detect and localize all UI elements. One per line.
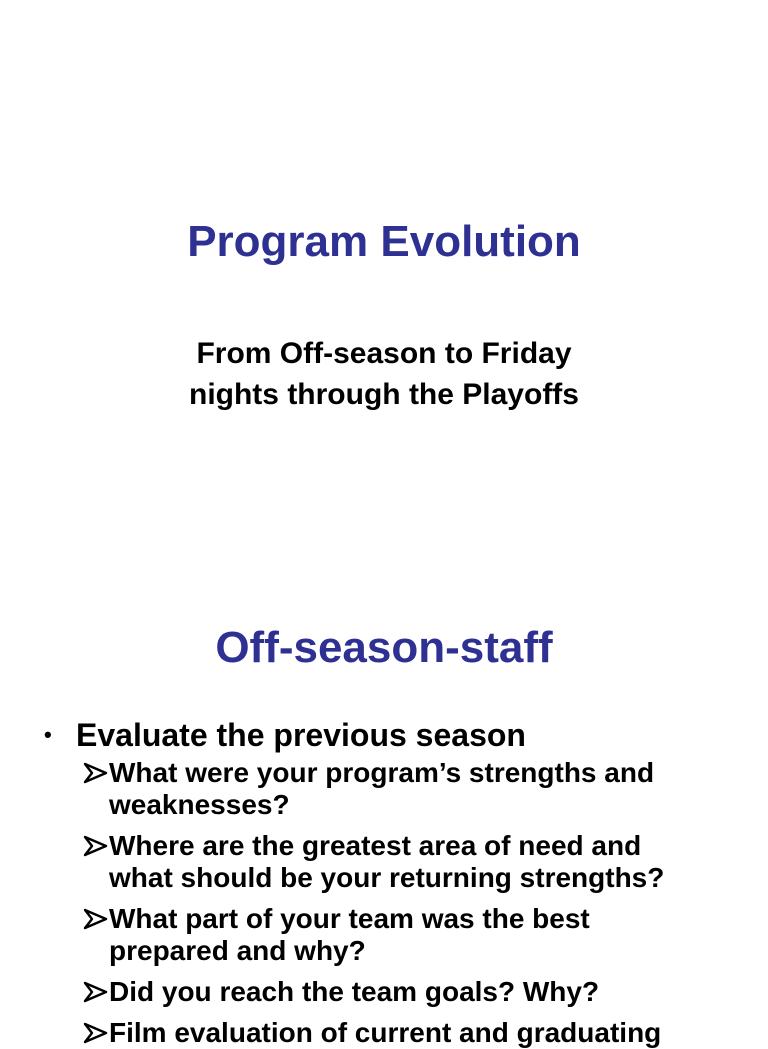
- sub-bullet-line: Did you reach the team goals? Why?: [109, 976, 600, 1007]
- sub-bullet-line: what should be your returning strengths?: [109, 862, 665, 893]
- subtitle-line: From Off-season to Friday: [196, 337, 572, 370]
- arrowhead-bullet-icon: [84, 908, 108, 930]
- slide-off-season-staff: [0, 576, 768, 1048]
- arrowhead-bullet-icon: [84, 835, 108, 857]
- sub-bullet-item: [0, 1017, 768, 1049]
- bullet-item: [0, 713, 768, 757]
- bullet-text: Evaluate the previous season: [76, 717, 526, 753]
- bullet-list: [0, 713, 768, 1049]
- arrowhead-bullet-icon: [84, 1022, 108, 1044]
- slide-title-heading: Program Evolution: [187, 217, 581, 266]
- bullet-dot-icon: •: [44, 722, 52, 747]
- sub-bullet-item: [0, 976, 768, 1008]
- sub-bullet-item: [0, 757, 768, 821]
- sub-bullet-list: [0, 757, 768, 1049]
- arrowhead-bullet-icon: [84, 981, 108, 1003]
- subtitle-line: nights through the Playoffs: [189, 378, 579, 411]
- sub-bullet-line: Film evaluation of current and graduating: [109, 1017, 662, 1048]
- slide-heading: Off-season-staff: [215, 623, 553, 672]
- sub-bullet-line: What part of your team was the best: [109, 903, 590, 934]
- sub-bullet-line: What were your program’s strengths and: [109, 757, 655, 788]
- slide-subtitle: [0, 333, 768, 415]
- arrowhead-bullet-icon: [84, 762, 108, 784]
- sub-bullet-line: Where are the greatest area of need and: [109, 830, 642, 861]
- sub-bullet-item: [0, 903, 768, 967]
- sub-bullet-line: prepared and why?: [109, 935, 366, 966]
- sub-bullet-line: weaknesses?: [109, 789, 290, 820]
- sub-bullet-item: [0, 830, 768, 894]
- sub-list-container: [0, 757, 768, 1049]
